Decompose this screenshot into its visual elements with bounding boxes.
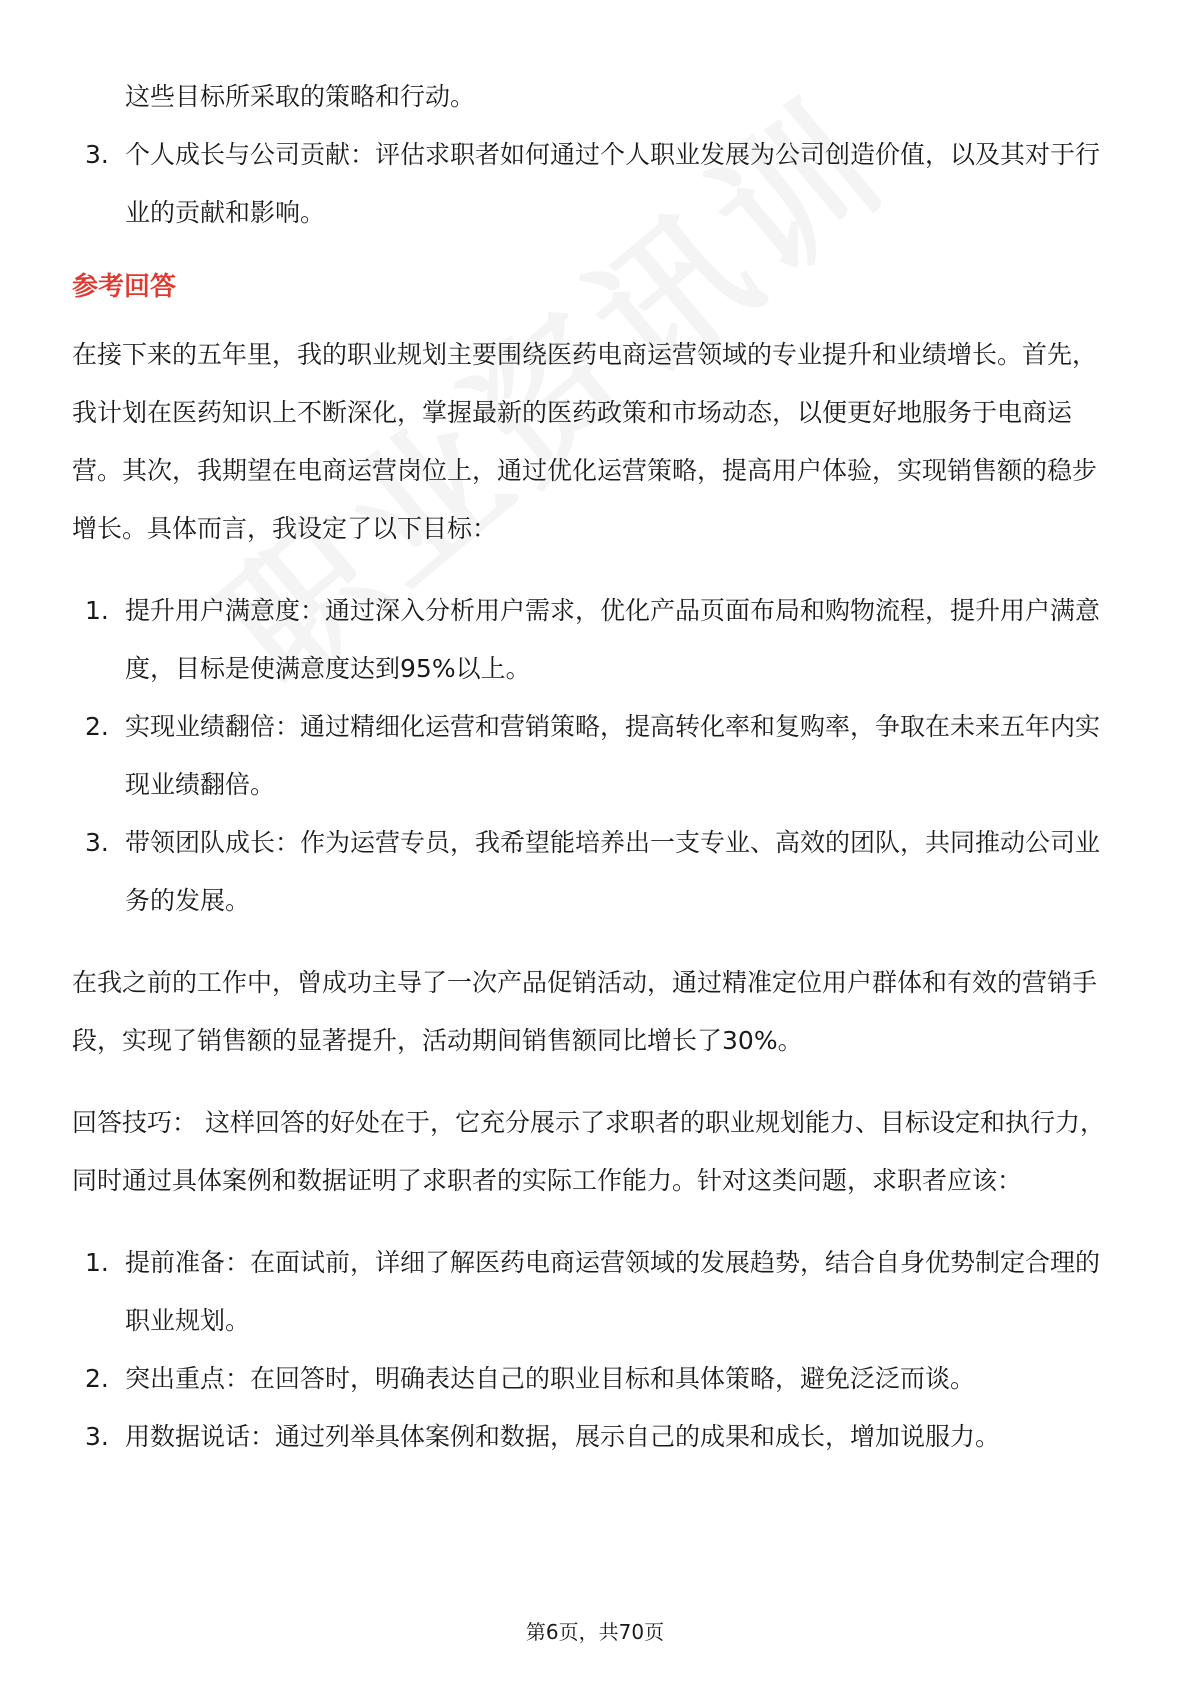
list-item-text: 个人成长与公司贡献：评估求职者如何通过个人职业发展为公司创造价值，以及其对于行业的贡献和影响。: [125, 140, 1101, 227]
evaluation-list: [72, 126, 1118, 242]
tips-list: [72, 1234, 1118, 1466]
list-number: 3.: [85, 828, 109, 857]
list-number: 2.: [85, 1364, 109, 1393]
list-item-text: 带领团队成长：作为运营专员，我希望能培养出一支专业、高效的团队，共同推动公司业务的发展。: [125, 828, 1101, 915]
list-number: 3.: [85, 140, 109, 169]
answer-paragraph: 在接下来的五年里，我的职业规划主要围绕医药电商运营领域的专业提升和业绩增长。首先，我计划在医药知识上不断深化，掌握最新的医药政策和市场动态，以便更好地服务于电商运营。其次，我期望在电商运营岗位上，通过优化运营策略，提高用户体验，实现销售额的稳步增长。具体而言，我设定了以下目标：: [72, 340, 1098, 543]
list-number: 3.: [85, 1422, 109, 1451]
list-number: 2.: [85, 712, 109, 741]
goals-list: [72, 582, 1118, 930]
tips-paragraph: 回答技巧： 这样回答的好处在于，它充分展示了求职者的职业规划能力、目标设定和执行力，同时通过具体案例和数据证明了求职者的实际工作能力。针对这类问题，求职者应该：: [72, 1108, 1105, 1195]
section-heading: 参考回答: [72, 272, 177, 302]
list-item: [72, 126, 1118, 242]
list-item: [72, 814, 1118, 930]
document-content: [72, 68, 1118, 1466]
list-item-text: 提前准备：在面试前，详细了解医药电商运营领域的发展趋势，结合自身优势制定合理的职业规划。: [125, 1248, 1101, 1335]
list-item: [72, 1408, 1118, 1466]
list-item-text: 突出重点：在回答时，明确表达自己的职业目标和具体策略，避免泛泛而谈。: [125, 1364, 976, 1393]
page-number-footer: 第6页，共70页: [525, 1620, 665, 1644]
list-item: [72, 698, 1118, 814]
list-item-text: 提升用户满意度：通过深入分析用户需求，优化产品页面布局和购物流程，提升用户满意度，目标是使满意度达到95%以上。: [125, 596, 1101, 683]
experience-paragraph: 在我之前的工作中，曾成功主导了一次产品促销活动，通过精准定位用户群体和有效的营销手段，实现了销售额的显著提升，活动期间销售额同比增长了30%。: [72, 968, 1098, 1055]
list-number: 1.: [85, 1248, 109, 1277]
list-item: [72, 1234, 1118, 1350]
list-number: 1.: [85, 596, 109, 625]
list-item: [72, 1350, 1118, 1408]
list-item-text: 实现业绩翻倍：通过精细化运营和营销策略，提高转化率和复购率，争取在未来五年内实现业绩翻倍。: [125, 712, 1101, 799]
list-item-continuation: 这些目标所采取的策略和行动。: [125, 82, 476, 111]
list-item-text: 用数据说话：通过列举具体案例和数据，展示自己的成果和成长，增加说服力。: [125, 1422, 1001, 1451]
list-item: [72, 582, 1118, 698]
